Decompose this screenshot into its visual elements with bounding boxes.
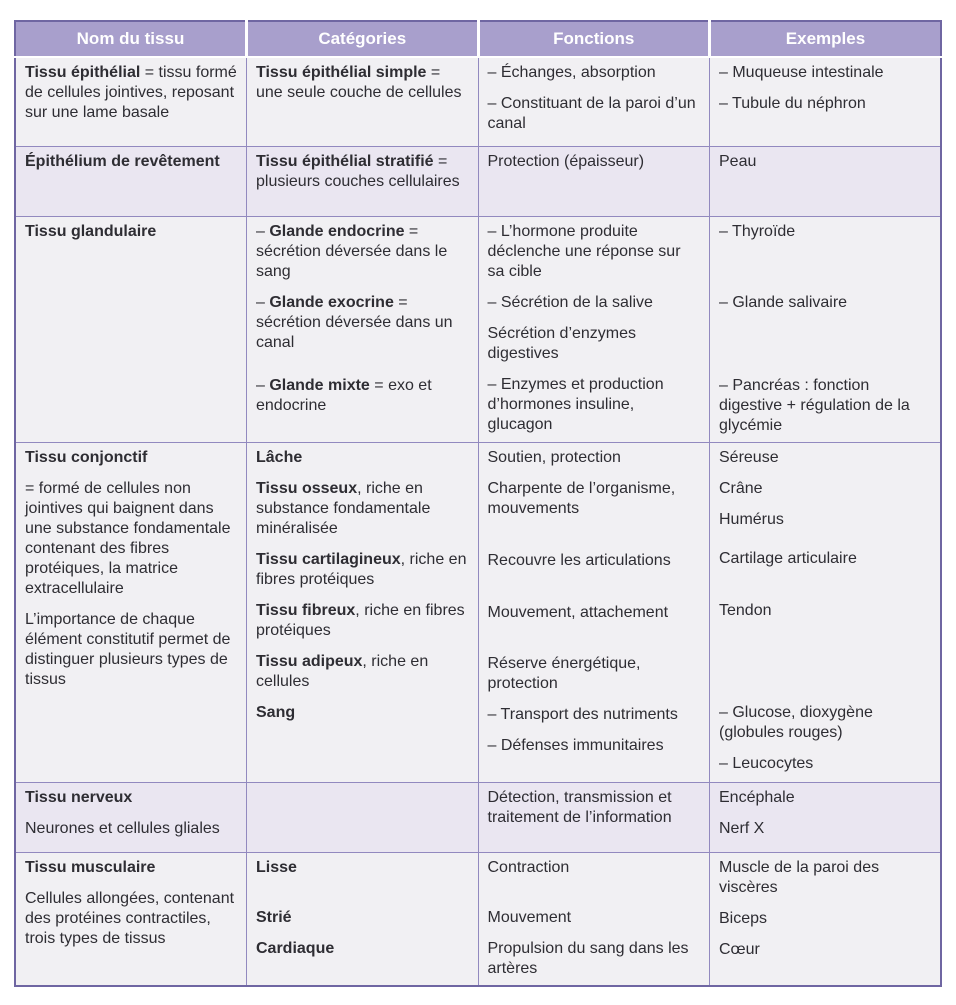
cell-paragraph [719, 94, 931, 114]
cell-paragraph [256, 858, 469, 878]
cell-text-bold: Tissu épithélial stratifié [256, 152, 434, 170]
cell-paragraph [719, 152, 931, 172]
table-cell [710, 782, 942, 852]
cell-paragraph [488, 152, 701, 172]
cell-text: – Constituant de la paroi d’un canal [487, 95, 696, 132]
table-cell [710, 442, 942, 782]
cell-text: Contraction [487, 858, 570, 876]
table-cell [710, 216, 942, 442]
cell-paragraph [488, 908, 701, 928]
table-cell [15, 852, 247, 986]
table-cell [247, 442, 479, 782]
cell-paragraph [25, 63, 237, 123]
cell-text: Cellules allongées, contenant des protéines contractiles, trois types de tissus [25, 889, 235, 947]
cell-text: Biceps [719, 909, 768, 927]
cell-text: – Muqueuse intestinale [719, 64, 884, 81]
cell-text-bold: Strié [256, 908, 292, 926]
cell-paragraph [488, 788, 701, 828]
cell-text: Encéphale [719, 788, 795, 806]
cell-text: = exo et endocrine [256, 376, 432, 414]
table-cell [15, 782, 247, 852]
cell-paragraph [488, 603, 701, 623]
table-row [15, 216, 941, 442]
table-cell [15, 216, 247, 442]
cell-text: = sécrétion déversée dans le sang [256, 222, 448, 280]
cell-paragraph [25, 152, 237, 172]
cell-text: – Glucose, dioxygène (globules rouges) [719, 703, 873, 741]
cell-text: Sécrétion d’enzymes digestives [487, 324, 637, 362]
cell-paragraph [488, 448, 701, 468]
header-cell-fonctions: Fonctions [478, 21, 710, 57]
table-cell [247, 146, 479, 216]
table-cell [247, 782, 479, 852]
cell-text: Muscle de la paroi des viscères [719, 858, 880, 896]
cell-text: L’importance de chaque élément constitutif permet de distinguer plusieurs types de tissus [25, 610, 231, 688]
table-cell [247, 852, 479, 986]
cell-text: Recouvre les articulations [487, 551, 671, 569]
cell-text-bold: Glande endocrine [269, 222, 405, 240]
table-cell [478, 442, 710, 782]
cell-text: = tissu formé de cellules jointives, reposant sur une lame basale [25, 64, 237, 121]
cell-text-bold: Sang [256, 703, 296, 721]
header-cell-nom-du-tissu: Nom du tissu [15, 21, 247, 57]
cell-text: = une seule couche de cellules [256, 64, 462, 101]
cell-paragraph [719, 703, 931, 743]
cell-paragraph [719, 549, 931, 569]
cell-paragraph [488, 222, 701, 282]
cell-paragraph [25, 222, 237, 242]
cell-text: – Leucocytes [719, 754, 814, 772]
cell-text: Mouvement [487, 908, 572, 926]
cell-text: = formé de cellules non jointives qui baignent dans une substance fondamentale contenant des fibres protéiques, la matrice extracellulaire [25, 479, 231, 597]
cell-text-bold: Cardiaque [256, 939, 335, 957]
table-cell [478, 782, 710, 852]
cell-text-bold: Tissu adipeux [256, 652, 363, 670]
cell-paragraph [488, 705, 701, 725]
cell-paragraph [719, 376, 931, 436]
cell-paragraph [719, 63, 931, 83]
cell-text: – Glande salivaire [719, 293, 848, 311]
cell-text: – Pancréas : fonction digestive + régulation de la glycémie [719, 376, 910, 434]
cell-text: Soutien, protection [487, 448, 621, 466]
cell-paragraph [256, 376, 469, 416]
cell-text: – Tubule du néphron [719, 95, 866, 112]
cell-paragraph [719, 940, 931, 960]
cell-text: = plusieurs couches cellulaires [256, 152, 460, 190]
cell-paragraph [488, 375, 701, 435]
table-cell [710, 146, 942, 216]
cell-paragraph [719, 754, 931, 774]
table-cell [710, 852, 942, 986]
cell-paragraph [256, 293, 469, 353]
cell-paragraph [256, 703, 469, 723]
cell-paragraph [25, 610, 237, 690]
cell-paragraph [488, 736, 701, 756]
cell-text-bold: Tissu musculaire [25, 858, 156, 876]
cell-text: Propulsion du sang dans les artères [487, 939, 689, 977]
cell-text-bold: Tissu conjonctif [25, 448, 148, 466]
cell-paragraph [25, 889, 237, 949]
cell-text: – Thyroïde [719, 222, 796, 240]
cell-paragraph [719, 601, 931, 621]
cell-text: – L’hormone produite déclenche une réponse sur sa cible [487, 222, 681, 280]
cell-text-bold: Tissu fibreux [256, 601, 356, 619]
cell-text-bold: Tissu épithélial [25, 64, 141, 81]
cell-text: , riche en fibres protéiques [256, 601, 465, 639]
cell-text-bold: Tissu osseux [256, 479, 358, 497]
table-row [15, 146, 941, 216]
cell-text: – Échanges, absorption [487, 64, 656, 81]
cell-paragraph [488, 94, 701, 134]
cell-paragraph [488, 939, 701, 979]
cell-text: Cartilage articulaire [719, 549, 857, 567]
cell-text: – Sécrétion de la salive [487, 293, 653, 311]
cell-paragraph [25, 448, 237, 468]
cell-text: Neurones et cellules gliales [25, 819, 220, 837]
cell-text-bold: Lâche [256, 448, 303, 466]
cell-paragraph [719, 858, 931, 898]
table-row [15, 57, 941, 146]
cell-paragraph [256, 939, 469, 959]
cell-text: Charpente de l’organisme, mouvements [487, 479, 676, 517]
cell-text: Détection, transmission et traitement de l’information [487, 788, 672, 826]
cell-paragraph [256, 152, 469, 192]
header-cell-categories: Catégories [247, 21, 479, 57]
cell-text-bold: Tissu glandulaire [25, 222, 157, 240]
cell-text: = sécrétion déversée dans un canal [256, 293, 453, 351]
table-cell [15, 146, 247, 216]
cell-text-bold: Glande exocrine [269, 293, 394, 311]
table-header [15, 21, 941, 57]
cell-paragraph [488, 479, 701, 519]
table-body [15, 57, 941, 986]
table-row [15, 442, 941, 782]
cell-paragraph [488, 858, 701, 878]
cell-text: Tendon [719, 601, 772, 619]
cell-text: – Défenses immunitaires [487, 736, 664, 754]
header-cell-exemples: Exemples [710, 21, 942, 57]
cell-text: , riche en substance fondamentale minéralisée [256, 479, 431, 537]
cell-paragraph [488, 63, 701, 83]
cell-paragraph [256, 63, 469, 103]
cell-paragraph [25, 788, 237, 808]
cell-text: – [256, 222, 270, 240]
cell-paragraph [256, 601, 469, 641]
cell-text: Humérus [719, 510, 784, 528]
cell-paragraph [719, 819, 931, 839]
cell-paragraph [25, 819, 237, 839]
cell-text: Réserve énergétique, protection [487, 654, 641, 692]
cell-paragraph [719, 448, 931, 468]
cell-text-bold: Épithélium de revêtement [25, 152, 220, 170]
cell-text: , riche en cellules [256, 652, 429, 690]
cell-paragraph [488, 293, 701, 313]
cell-text: , riche en fibres protéiques [256, 550, 467, 588]
table-cell [478, 216, 710, 442]
cell-paragraph [488, 551, 701, 571]
cell-text: Cœur [719, 940, 760, 958]
cell-paragraph [256, 652, 469, 692]
cell-text-bold: Glande mixte [269, 376, 370, 394]
cell-paragraph [25, 858, 237, 878]
cell-paragraph [256, 222, 469, 282]
table-cell [710, 57, 942, 146]
tissue-table [14, 20, 942, 987]
cell-paragraph [719, 293, 931, 313]
cell-text: Nerf X [719, 819, 765, 837]
cell-paragraph [719, 222, 931, 242]
table-cell [247, 57, 479, 146]
cell-text: – Transport des nutriments [487, 705, 678, 723]
cell-paragraph [256, 550, 469, 590]
header-row [15, 21, 941, 57]
cell-text: Mouvement, attachement [487, 603, 669, 621]
cell-text: Peau [719, 152, 757, 170]
cell-paragraph [719, 479, 931, 499]
cell-text-bold: Tissu cartilagineux [256, 550, 401, 568]
cell-text: Protection (épaisseur) [487, 152, 645, 170]
cell-paragraph [256, 908, 469, 928]
cell-text-bold: Tissu épithélial simple [256, 64, 427, 81]
cell-paragraph [256, 479, 469, 539]
table-cell [15, 442, 247, 782]
cell-text: Séreuse [719, 448, 779, 466]
cell-text-bold: Tissu nerveux [25, 788, 133, 806]
cell-text-bold: Lisse [256, 858, 297, 876]
cell-paragraph [488, 324, 701, 364]
cell-paragraph [25, 479, 237, 599]
table-cell [478, 146, 710, 216]
cell-paragraph [719, 909, 931, 929]
cell-text: – [256, 376, 270, 394]
cell-text: – [256, 293, 270, 311]
cell-paragraph [719, 510, 931, 530]
table-cell [15, 57, 247, 146]
table-cell [478, 852, 710, 986]
table-row [15, 782, 941, 852]
table-cell [478, 57, 710, 146]
cell-text: Crâne [719, 479, 763, 497]
cell-text: – Enzymes et production d’hormones insuline, glucagon [487, 375, 664, 433]
cell-paragraph [488, 654, 701, 694]
table-row [15, 852, 941, 986]
cell-paragraph [256, 448, 469, 468]
table-cell [247, 216, 479, 442]
cell-paragraph [719, 788, 931, 808]
